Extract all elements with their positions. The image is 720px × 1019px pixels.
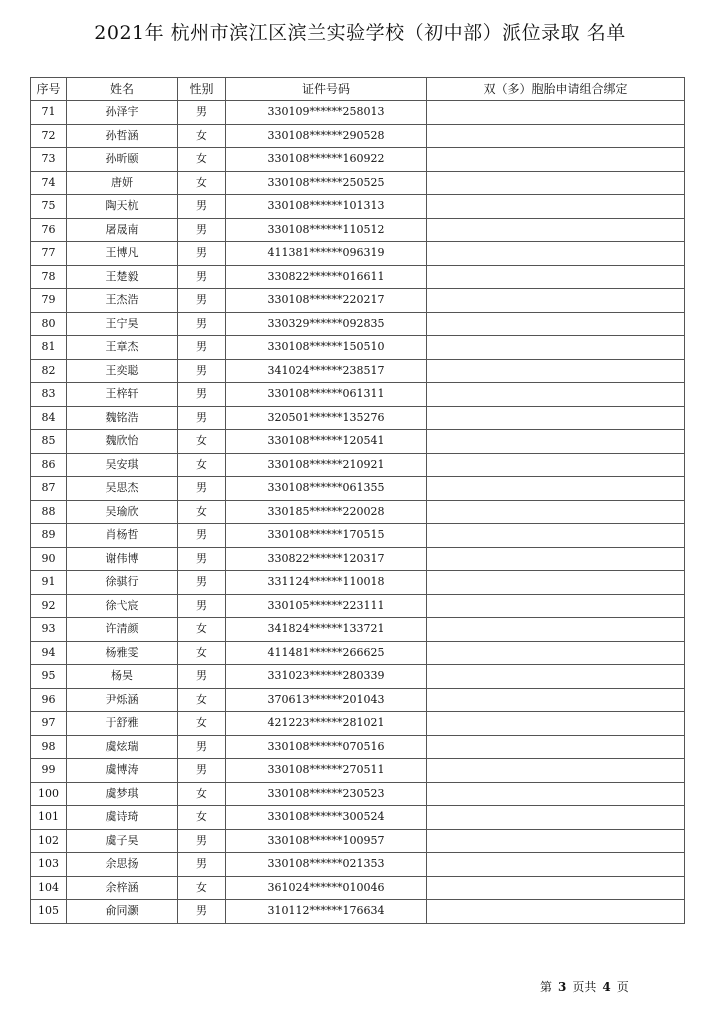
cell-name: 吴安琪 [67,453,178,477]
col-header-index: 序号 [31,78,67,101]
cell-id-number: 320501******135276 [226,406,427,430]
cell-name: 虞炫瑞 [67,735,178,759]
cell-twin-binding [427,265,685,289]
table-row [31,571,685,595]
cell-twin-binding [427,782,685,806]
cell-id-number: 330105******223111 [226,594,427,618]
table-row [31,735,685,759]
cell-id-number: 330108******250525 [226,171,427,195]
table-row [31,430,685,454]
table-row [31,477,685,501]
cell-id-number: 330108******120541 [226,430,427,454]
cell-index: 96 [31,688,67,712]
cell-twin-binding [427,759,685,783]
cell-index: 88 [31,500,67,524]
cell-id-number: 341824******133721 [226,618,427,642]
cell-gender: 女 [178,806,226,830]
cell-id-number: 310112******176634 [226,900,427,924]
cell-id-number: 370613******201043 [226,688,427,712]
cell-twin-binding [427,101,685,125]
cell-name: 余思扬 [67,853,178,877]
cell-id-number: 330108******021353 [226,853,427,877]
table-row [31,594,685,618]
table-row [31,265,685,289]
cell-twin-binding [427,336,685,360]
col-header-twin-binding: 双（多）胞胎申请组合绑定 [427,78,685,101]
cell-gender: 男 [178,665,226,689]
cell-id-number: 330108******270511 [226,759,427,783]
cell-name: 王楚毅 [67,265,178,289]
cell-index: 91 [31,571,67,595]
cell-name: 王宁昊 [67,312,178,336]
cell-gender: 女 [178,618,226,642]
cell-index: 85 [31,430,67,454]
cell-gender: 女 [178,876,226,900]
cell-id-number: 330108******170515 [226,524,427,548]
table-row [31,688,685,712]
cell-twin-binding [427,383,685,407]
cell-twin-binding [427,806,685,830]
cell-name: 王章杰 [67,336,178,360]
cell-id-number: 330108******290528 [226,124,427,148]
table-row [31,806,685,830]
cell-name: 魏铭浩 [67,406,178,430]
cell-index: 74 [31,171,67,195]
cell-id-number: 330108******110512 [226,218,427,242]
cell-index: 83 [31,383,67,407]
cell-id-number: 330109******258013 [226,101,427,125]
table-row [31,383,685,407]
table-row [31,829,685,853]
cell-gender: 女 [178,641,226,665]
cell-name: 虞诗琦 [67,806,178,830]
cell-twin-binding [427,594,685,618]
table-row [31,453,685,477]
cell-twin-binding [427,712,685,736]
cell-twin-binding [427,218,685,242]
cell-twin-binding [427,735,685,759]
cell-index: 104 [31,876,67,900]
table-row [31,148,685,172]
cell-gender: 女 [178,688,226,712]
cell-id-number: 330108******061311 [226,383,427,407]
cell-twin-binding [427,242,685,266]
cell-name: 孙泽宇 [67,101,178,125]
cell-index: 105 [31,900,67,924]
cell-id-number: 330329******092835 [226,312,427,336]
cell-name: 于舒雅 [67,712,178,736]
cell-name: 唐妍 [67,171,178,195]
table-body [31,101,685,924]
cell-gender: 男 [178,265,226,289]
admission-table [30,77,685,924]
cell-name: 孙哲涵 [67,124,178,148]
table-row [31,900,685,924]
cell-twin-binding [427,524,685,548]
table-row [31,759,685,783]
cell-index: 79 [31,289,67,313]
cell-id-number: 411381******096319 [226,242,427,266]
cell-index: 98 [31,735,67,759]
cell-name: 徐骐行 [67,571,178,595]
cell-gender: 男 [178,218,226,242]
cell-id-number: 421223******281021 [226,712,427,736]
table-row [31,712,685,736]
cell-twin-binding [427,665,685,689]
cell-name: 吴思杰 [67,477,178,501]
page-title: 2021年 杭州市滨江区滨兰实验学校（初中部）派位录取 名单 [94,22,626,44]
cell-twin-binding [427,430,685,454]
cell-index: 89 [31,524,67,548]
cell-id-number: 330108******300524 [226,806,427,830]
cell-gender: 男 [178,477,226,501]
cell-gender: 男 [178,853,226,877]
table-row [31,336,685,360]
page-footer [540,978,680,995]
cell-twin-binding [427,477,685,501]
cell-gender: 女 [178,453,226,477]
cell-gender: 男 [178,406,226,430]
cell-gender: 男 [178,101,226,125]
cell-index: 102 [31,829,67,853]
table-row [31,312,685,336]
table-row [31,665,685,689]
cell-id-number: 361024******010046 [226,876,427,900]
cell-twin-binding [427,406,685,430]
cell-name: 肖杨哲 [67,524,178,548]
cell-gender: 女 [178,430,226,454]
table-row [31,218,685,242]
cell-id-number: 331023******280339 [226,665,427,689]
cell-name: 虞梦琪 [67,782,178,806]
col-header-name: 姓名 [67,78,178,101]
cell-twin-binding [427,359,685,383]
cell-twin-binding [427,124,685,148]
cell-twin-binding [427,900,685,924]
cell-gender: 男 [178,524,226,548]
cell-index: 84 [31,406,67,430]
cell-twin-binding [427,148,685,172]
cell-twin-binding [427,500,685,524]
col-header-gender: 性别 [178,78,226,101]
cell-id-number: 330108******150510 [226,336,427,360]
cell-id-number: 411481******266625 [226,641,427,665]
cell-gender: 男 [178,735,226,759]
cell-name: 陶天杭 [67,195,178,219]
cell-name: 谢伟博 [67,547,178,571]
table-row [31,618,685,642]
table-row [31,195,685,219]
cell-twin-binding [427,547,685,571]
cell-gender: 男 [178,242,226,266]
table-row [31,101,685,125]
cell-gender: 男 [178,359,226,383]
cell-name: 王杰浩 [67,289,178,313]
cell-index: 99 [31,759,67,783]
cell-index: 87 [31,477,67,501]
cell-twin-binding [427,571,685,595]
cell-id-number: 341024******238517 [226,359,427,383]
page-total: 4 [602,980,611,994]
cell-gender: 女 [178,148,226,172]
cell-twin-binding [427,641,685,665]
cell-name: 王奕聪 [67,359,178,383]
cell-gender: 男 [178,195,226,219]
cell-gender: 女 [178,171,226,195]
cell-name: 虞子昊 [67,829,178,853]
cell-index: 80 [31,312,67,336]
cell-name: 魏欣怡 [67,430,178,454]
table-row [31,782,685,806]
cell-index: 72 [31,124,67,148]
cell-name: 许清颜 [67,618,178,642]
cell-gender: 男 [178,383,226,407]
cell-index: 71 [31,101,67,125]
cell-name: 徐弋宸 [67,594,178,618]
cell-index: 100 [31,782,67,806]
cell-name: 尹烁涵 [67,688,178,712]
page-current: 3 [558,980,567,994]
cell-gender: 男 [178,312,226,336]
cell-id-number: 330108******070516 [226,735,427,759]
cell-twin-binding [427,453,685,477]
cell-id-number: 331124******110018 [226,571,427,595]
table-row [31,359,685,383]
table-row [31,500,685,524]
page-mid: 页共 [572,980,597,994]
cell-index: 90 [31,547,67,571]
cell-name: 俞同灏 [67,900,178,924]
cell-name: 吴瑜欣 [67,500,178,524]
page-suffix: 页 [616,980,629,994]
cell-twin-binding [427,618,685,642]
cell-id-number: 330108******210921 [226,453,427,477]
cell-index: 94 [31,641,67,665]
cell-twin-binding [427,289,685,313]
cell-gender: 女 [178,500,226,524]
cell-gender: 男 [178,571,226,595]
page-prefix: 第 [540,980,553,994]
cell-gender: 男 [178,336,226,360]
cell-twin-binding [427,195,685,219]
table-row [31,641,685,665]
cell-twin-binding [427,312,685,336]
cell-index: 86 [31,453,67,477]
cell-name: 余梓涵 [67,876,178,900]
table-row [31,124,685,148]
cell-index: 92 [31,594,67,618]
table-row [31,289,685,313]
cell-index: 97 [31,712,67,736]
table-header-row [31,78,685,101]
cell-name: 孙昕颐 [67,148,178,172]
cell-id-number: 330108******220217 [226,289,427,313]
cell-index: 77 [31,242,67,266]
cell-gender: 男 [178,759,226,783]
cell-gender: 男 [178,547,226,571]
cell-name: 杨雅雯 [67,641,178,665]
cell-index: 81 [31,336,67,360]
cell-gender: 男 [178,594,226,618]
cell-name: 虞博涛 [67,759,178,783]
cell-twin-binding [427,876,685,900]
cell-id-number: 330108******101313 [226,195,427,219]
cell-index: 95 [31,665,67,689]
cell-gender: 女 [178,712,226,736]
cell-id-number: 330108******061355 [226,477,427,501]
cell-index: 101 [31,806,67,830]
cell-index: 82 [31,359,67,383]
cell-id-number: 330108******160922 [226,148,427,172]
table-row [31,547,685,571]
cell-index: 75 [31,195,67,219]
cell-index: 93 [31,618,67,642]
col-header-id-number: 证件号码 [226,78,427,101]
cell-name: 王梓轩 [67,383,178,407]
cell-index: 76 [31,218,67,242]
cell-twin-binding [427,853,685,877]
cell-index: 103 [31,853,67,877]
table-row [31,876,685,900]
cell-index: 78 [31,265,67,289]
cell-id-number: 330108******100957 [226,829,427,853]
cell-name: 王博凡 [67,242,178,266]
cell-id-number: 330822******016611 [226,265,427,289]
table-row [31,406,685,430]
cell-gender: 女 [178,782,226,806]
table-row [31,171,685,195]
cell-gender: 男 [178,289,226,313]
cell-id-number: 330822******120317 [226,547,427,571]
cell-twin-binding [427,688,685,712]
table-row [31,853,685,877]
cell-gender: 男 [178,829,226,853]
cell-index: 73 [31,148,67,172]
cell-gender: 男 [178,900,226,924]
cell-gender: 女 [178,124,226,148]
cell-name: 屠晟南 [67,218,178,242]
cell-id-number: 330108******230523 [226,782,427,806]
table-row [31,524,685,548]
table-row [31,242,685,266]
cell-id-number: 330185******220028 [226,500,427,524]
cell-twin-binding [427,829,685,853]
cell-twin-binding [427,171,685,195]
cell-name: 杨昊 [67,665,178,689]
